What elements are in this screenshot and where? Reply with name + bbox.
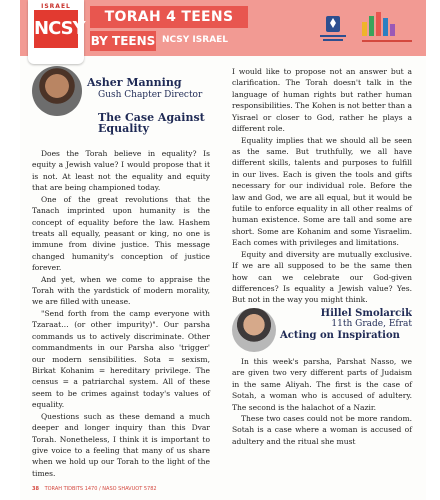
author-role: Gush Chapter Director: [98, 90, 203, 100]
banner-title: TORAH 4 TEENS: [90, 6, 248, 28]
article2-title: Acting on Inspiration: [280, 329, 400, 341]
page-number: 38: [32, 486, 39, 492]
right-column: [232, 66, 412, 447]
page-footer: [32, 486, 157, 492]
article-paragraph: "Send forth from the camp everyone with Tzaraat… (or other impurity)". Our parsha commands us to actively discriminate. Other commandments in our Parsha also 'trigger' our modern sensibilities. Sota = sexism, Birkat Kohanim = hereditary privilege. The census = a patriarchal system. All of these seem to be crimes against today's values of equality.: [32, 308, 210, 410]
article-paragraph: Does the Torah believe in equality? Is equity a Jewish value? I would propose that it is not. At least not the equality and equity that are being championed today.: [32, 149, 210, 193]
article-paragraph: In this week's parsha, Parshat Nasso, we are given two very different parts of Judaism in the same Aliyah. The first is the case of Sotah, a woman who is accused of adultery. The second is the halachot of a Nazir.: [232, 356, 412, 412]
left-column: [32, 66, 210, 479]
author2-name: Hillel Smolarcik: [320, 307, 412, 319]
author-name: Asher Manning: [87, 76, 182, 89]
article-title: The Case Against Equality: [98, 111, 205, 135]
sponsor-logo-icon: [356, 8, 418, 48]
author-photo: [32, 66, 82, 116]
article-paragraph: Equality implies that we should all be seen as the same. But truthfully, we all have different skills, talents and purposes to fulfill in our lives. Each is given the tools and gifts necessary for our individual role. Before the law and God, we are all equal, but it would be futile to enforce equality in all other realms of human existence. Some are tall and some are short. Some are Kohanim and some Yisraelim. Each comes with privileges and limitations.: [232, 135, 412, 248]
logo-mark: NCSY: [34, 10, 78, 48]
article-paragraph: I would like to propose not an answer but a clarification. The Torah doesn't talk in the language of human rights but rather human responsibilities. The Kohen is not better than a Yisrael or closer to God, rather he plays a different role.: [232, 67, 412, 134]
article-paragraph: Questions such as these demand a much deeper and longer inquiry than this Dvar Torah. Nonetheless, I think it is important to give voice to a feeling that many of us share when we hold up our Torah to the light of the times.: [32, 411, 210, 478]
footer-text: TORAH TIDBITS 1470 / NASO SHAVUOT 5782: [44, 486, 157, 492]
article-paragraph: These two cases could not be more random. Sotah is a case where a woman is accused of adultery and the ritual she must: [232, 413, 412, 446]
article-paragraph: And yet, when we come to appraise the Torah with the yardstick of modern morality, we are filled with unease.: [32, 274, 210, 307]
article-paragraph: One of the great revolutions that the Tanach imprinted upon humanity is the concept of equality before the law. Hashem treats all equally, peasant or king, no one is immune from divine justice. This message changed humanity's conception of justice forever.: [32, 194, 210, 273]
author2-role: 11th Grade, Efrat: [331, 318, 412, 329]
banner-org: NCSY ISRAEL: [162, 35, 229, 45]
logo-israel-text: ISRAEL: [41, 3, 71, 10]
header-band: [20, 0, 426, 56]
banner-subtitle: BY TEENS: [90, 31, 156, 51]
author-header: [32, 66, 210, 148]
author2-photo: [232, 308, 276, 352]
newsletter-page: [20, 0, 426, 500]
sponsor-emblem-icon: [316, 14, 350, 44]
article-paragraph: Equity and diversity are mutually exclusive. If we are all supposed to be the same then how can we celebrate our God-given differences? Is equality a Jewish value? Yes. But not in the way you might think.: [232, 249, 412, 305]
author2-header: [232, 308, 412, 352]
ncsy-logo: [28, 0, 84, 64]
